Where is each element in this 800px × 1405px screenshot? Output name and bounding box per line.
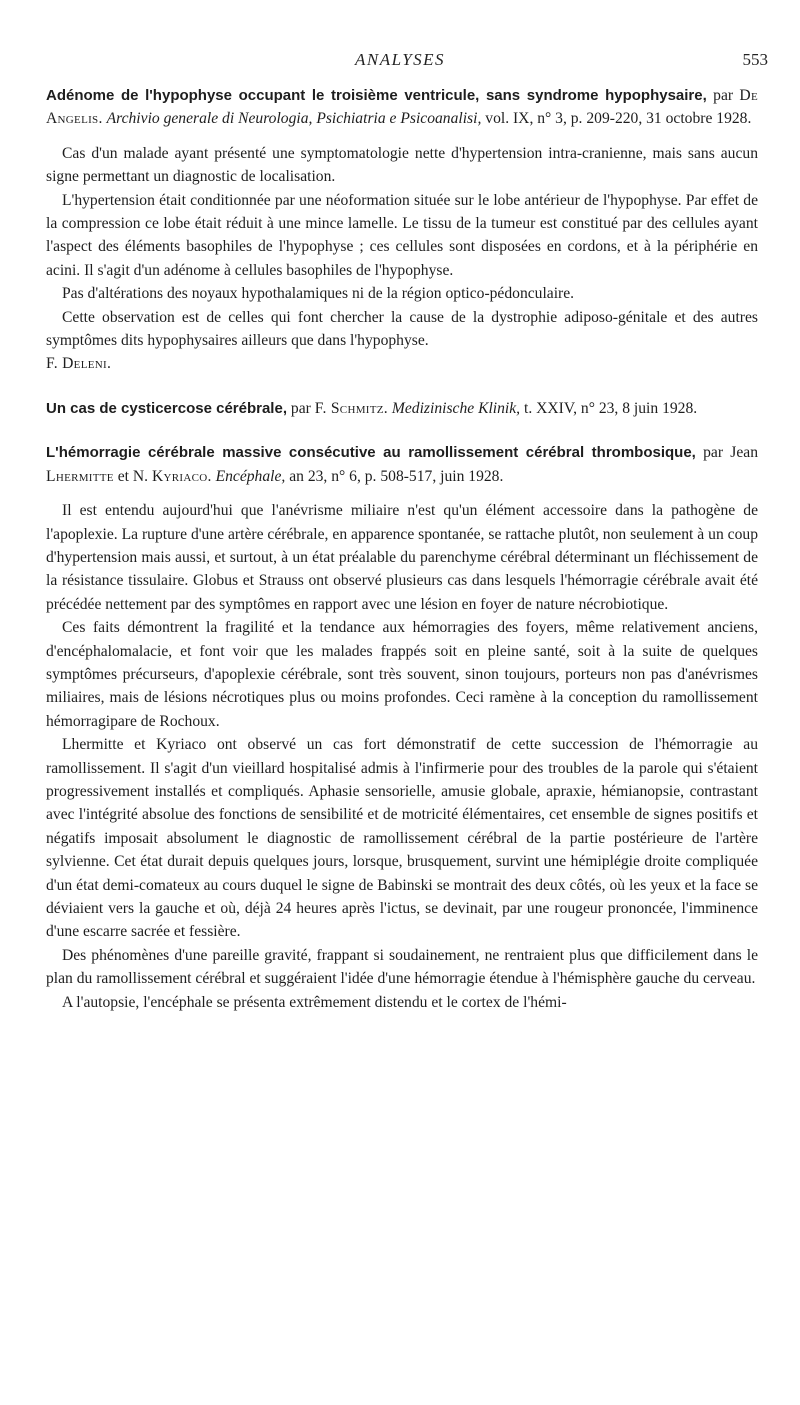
paragraph: Il est entendu aujourd'hui que l'anévrisme miliaire n'est qu'un élément accessoire dans la pathogène de l'apoplexie. La rupture d'une artère cérébrale, en apparence spontanée, se rattache plutôt, non seulement à un coup d'hypertension mais aussi, et surtout, à un état préalable du parenchyme cérébral déterminant un fléchissement de la résistance tissulaire. Globus et Strauss ont observé plusieurs cas dans lesquels l'hémorragie cérébrale avait été précédée nettement par des symptômes en rapport avec une lésion en foyer de nature nécrobiotique. — [46, 502, 758, 613]
entry-author: F. Schmitz. — [314, 399, 388, 417]
entry-heading-cysticercose — [46, 397, 758, 420]
paragraph: Ces faits démontrent la fragilité et la tendance aux hémorragies des foyers, même relativement anciens, d'encéphalomalacie, et font voir que les malades frappés soit en pleine santé, soit à la suite de quelques symptômes précurseurs, d'apoplexie cérébrale, sont très souvent, sinon toujours, porteurs non pas d'anévrismes miliaires, mais de lésions nécrotiques plus ou moins profondes. Ceci ramène à la conception du ramollissement hémorragipare de Rochoux. — [46, 619, 758, 730]
entry-author: Lhermitte — [46, 467, 114, 485]
entry-reference: vol. IX, n° 3, p. 209-220, 31 octobre 1928. — [485, 110, 752, 128]
entry-by: par — [713, 87, 734, 104]
entry-title: Adénome de l'hypophyse occupant le troisième ventricule, sans syndrome hypophysaire, — [46, 87, 707, 104]
entry-title: Un cas de cysticercose cérébrale, — [46, 399, 287, 417]
entry-by: par — [290, 399, 311, 417]
reviewer-signature: F. Deleni. — [46, 355, 112, 373]
entry-author: De Angelis. — [46, 87, 759, 128]
paragraph: Pas d'altérations des noyaux hypothalamiques ni de la région optico-pédonculaire. — [62, 285, 575, 303]
entry-title: L'hémorragie cérébrale massive consécutive au ramollissement cérébral thrombosique, — [46, 444, 696, 462]
entry-journal: Archivio generale di Neurologia, Psichiatria e Psicoanalisi, — [106, 110, 482, 128]
page-number: 553 — [742, 50, 768, 69]
paragraph: A l'autopsie, l'encéphale se présenta extrêmement distendu et le cortex de l'hémi- — [62, 993, 567, 1011]
entry-heading-hemorragie — [46, 441, 758, 488]
page-content — [46, 84, 758, 1014]
paragraph: Des phénomènes d'une pareille gravité, frappant si soudainement, ne rentraient plus que difficilement dans le plan du ramollissement cérébral et suggéraient l'idée d'une hémorragie étendue à l'hémisphère gauche du cerveau. — [46, 946, 758, 988]
paragraph: L'hypertension était conditionnée par une néoformation située sur le lobe antérieur de l'hypophyse. Par effet de la compression ce lobe était réduit à une mince lamelle. Le tissu de la tumeur est constitué par des cellules ayant l'aspect des éléments basophiles de l'hypophyse ; ces cellules sont disposées en cordons, et à la périphérie en acini. Il s'agit d'un adénome à cellules basophiles de l'hypophyse. — [46, 191, 758, 279]
entry-journal: Encéphale, — [215, 467, 286, 485]
entry-journal: Medizinische Klinik, — [391, 399, 521, 417]
entry-reference: t. XXIV, n° 23, 8 juin 1928. — [524, 399, 698, 417]
entry-reference: an 23, n° 6, p. 508-517, juin 1928. — [289, 467, 504, 485]
paragraph: Lhermitte et Kyriaco ont observé un cas fort démonstratif de cette succession de l'hémorragie au ramollissement. Il s'agit d'un vieillard hospitalisé admis à l'infirmerie pour des troubles de la parole qui s'étaient progressivement installés et compliqués. Aphasie sensorielle, amusie globale, apraxie, hémianopsie, contrastant avec l'intégrité absolue des fonctions de sensibilité et de motricité élémentaires, cet ensemble de signes positifs et négatifs imposait absolument le diagnostic de ramollissement cérébral de la partie postérieure de l'artère sylvienne. Cet état durait depuis quelques jours, lorsque, brusquement, survint une hémiplégie droite compliquée d'un état demi-comateux au cours duquel le signe de Babinski se montrait des deux côtés, où les yeux et la face se déviaient vers la gauche et où, déjà 24 heures après l'ictus, se devinait, par une rougeur prononcée, l'imminence d'une escarre sacrée et fessière. — [46, 736, 758, 941]
running-head — [0, 50, 800, 70]
entry-author-2: Kyriaco. — [151, 467, 212, 485]
entry-by: par Jean — [703, 444, 758, 462]
paragraph: Cette observation est de celles qui font chercher la cause de la dystrophie adiposo-génitale et des autres symptômes dits hypophysaires ailleurs que dans l'hypophyse. — [46, 308, 758, 350]
entry-heading-adenome — [46, 84, 758, 131]
paragraph: Cas d'un malade ayant présenté une symptomatologie nette d'hypertension intra-cranienne, mais sans aucun signe permettant un diagnostic de localisation. — [46, 144, 758, 186]
entry-and: et N. — [117, 467, 149, 485]
running-title: ANALYSES — [354, 50, 446, 69]
